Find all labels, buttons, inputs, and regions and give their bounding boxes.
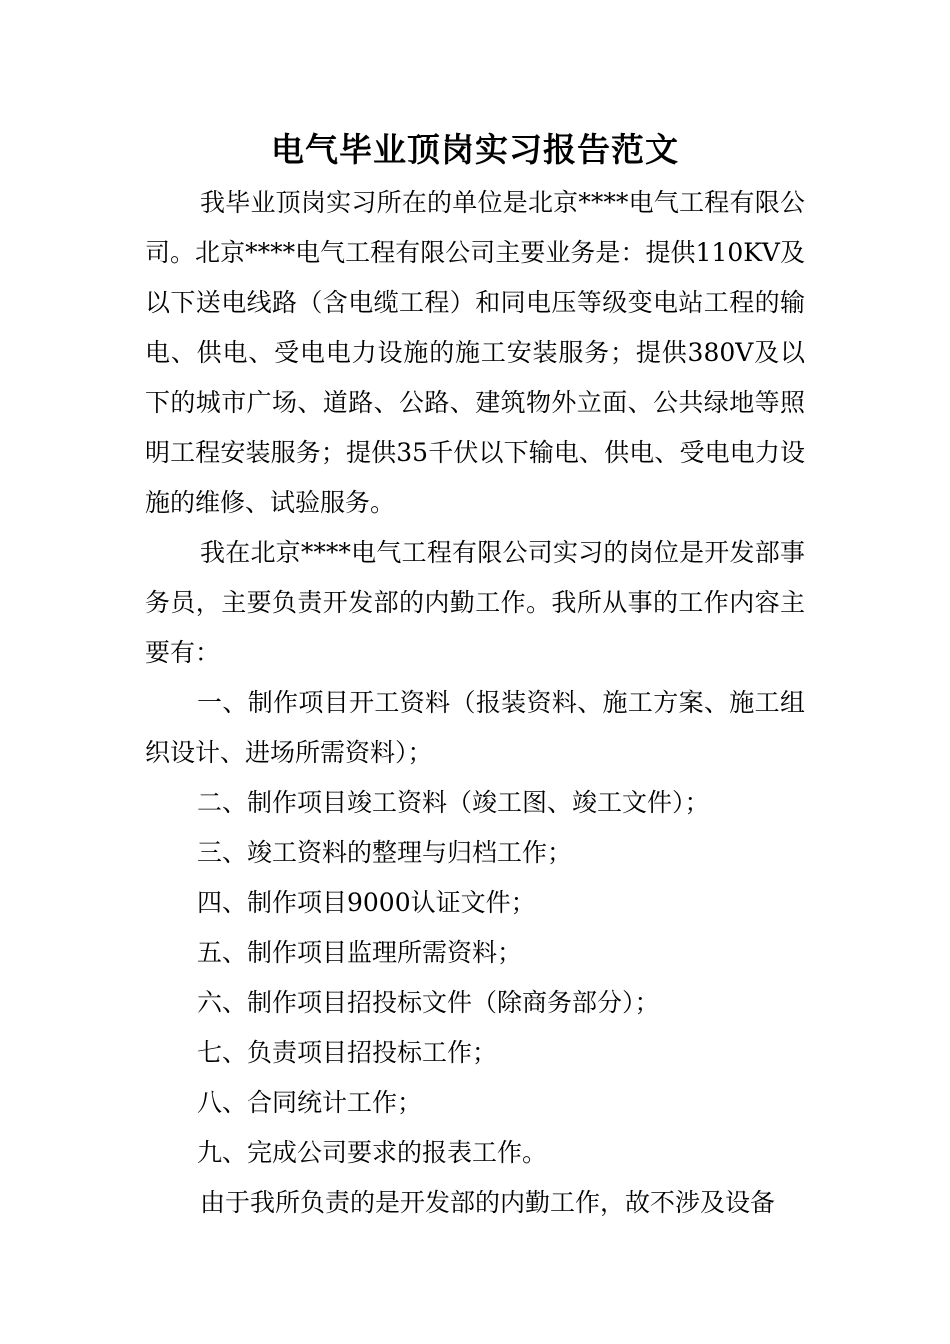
list-item-7: 七、负责项目招投标工作； <box>197 1038 498 1067</box>
paragraph-company-intro: 我毕业顶岗实习所在的单位是北京****电气工程有限公司。北京****电气工程有限公司主要业务是：提供110KV及以下送电线路（含电缆工程）和同电压等级变电站工程的输电、供电、受电电力设施的施工安装服务；提供380V及以下的城市广场、道路、公路、建筑物外立面、公共绿地等照明工程安装服务；提供35千伏以下输电、供电、受电电力设施的维修、试验服务。 <box>145 188 805 517</box>
list-item-9: 九、完成公司要求的报表工作。 <box>197 1138 548 1167</box>
list-item-4: 四、制作项目9000认证文件； <box>197 888 536 917</box>
paragraph-closing: 由于我所负责的是开发部的内勤工作，故不涉及设备 <box>200 1188 776 1217</box>
document-body <box>145 178 805 1228</box>
list-item-6: 六、制作项目招投标文件（除商务部分）； <box>197 988 660 1017</box>
list-item-8: 八、合同统计工作； <box>197 1088 423 1117</box>
list-item-1: 一、制作项目开工资料（报装资料、施工方案、施工组织设计、进场所需资料）； <box>145 688 805 767</box>
document-title: 电气毕业顶岗实习报告范文 <box>271 130 679 169</box>
paragraph-position: 我在北京****电气工程有限公司实习的岗位是开发部事务员，主要负责开发部的内勤工作。我所从事的工作内容主要有： <box>145 538 805 667</box>
list-item-5: 五、制作项目监理所需资料； <box>197 938 523 967</box>
list-item-2: 二、制作项目竣工资料（竣工图、竣工文件）； <box>197 788 710 817</box>
list-item-3: 三、竣工资料的整理与归档工作； <box>197 838 573 867</box>
